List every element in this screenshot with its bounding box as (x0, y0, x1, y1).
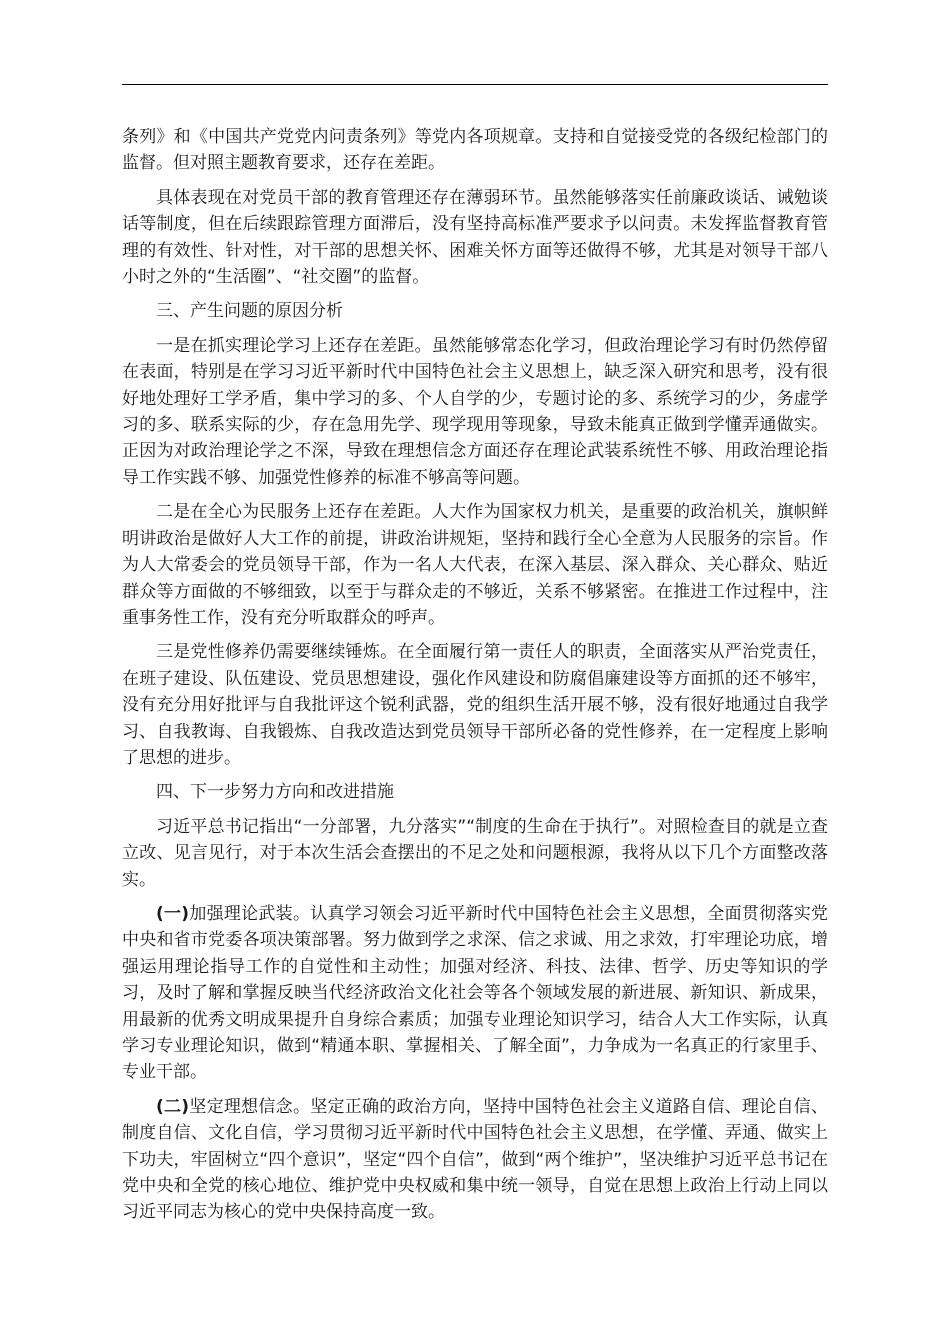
paragraph-cause-3: 三是党性修养仍需要继续锤炼。在全面履行第一责任人的职责，全面落实从严治党责任，在班子建设、队伍建设、党员思想建设，强化作风建设和防腐倡廉建设等方面抓的还不够牢，没有充分用好批评与自我批评这个锐利武器，党的组织生活开展不够，没有很好地通过自我学习、自我教诲、自我锻炼、自我改造达到党员领导干部所必备的党性修养，在一定程度上影响了思想的进步。 (122, 642, 828, 768)
paragraph-cause-1: 一是在抓实理论学习上还存在差距。虽然能够常态化学习，但政治理论学习有时仍然停留在表面，特别是在学习习近平新时代中国特色社会主义思想上，缺乏深入研究和思考，没有很好地处理好工学矛盾，集中学习的多、个人自学的少，专题讨论的多、系统学习的少，务虚学习的多、联系实际的少，存在急用先学、现学现用等现象，导致未能真正做到学懂弄通做实。正因为对政治理论学之不深，导致在理想信念方面还存在理论武装系统性不够、用政治理论指导工作实践不够、加强党性修养的标准不够高等问题。 (122, 335, 828, 488)
paragraph-cause-2: 二是在全心为民服务上还存在差距。人大作为国家权力机关，是重要的政治机关，旗帜鲜明讲政治是做好人大工作的前提，讲政治讲规矩，坚持和践行全心全意为人民服务的宗旨。作为人大常委会的党员领导干部，作为一名人大代表，在深入基层、深入群众、关心群众、贴近群众等方面做的不够细致，以至于与群众走的不够近，关系不够紧密。在推进工作过程中，注重事务性工作，没有充分听取群众的呼声。 (122, 502, 828, 628)
paragraph-continuation: 条列》和《中国共产党党内问责条列》等党内各项规章。支持和自觉接受党的各级纪检部门的监督。但对照主题教育要求，还存在差距。 (122, 127, 828, 174)
paragraph-measures-intro: 习近平总书记指出“一分部署，九分落实”“制度的生命在于执行”。对照检查目的就是立查立改、见言见行，对于本次生活会查摆出的不足之处和问题根源，我将从以下几个方面整改落实。 (122, 816, 828, 890)
paragraph-supervision-gap: 具体表现在对党员干部的教育管理还存在薄弱环节。虽然能够落实任前廉政谈话、诫勉谈话等制度，但在后续跟踪管理方面滞后，没有坚持高标准严要求予以问责。未发挥监督教育管理的有效性、针对性，对干部的思想关怀、困难关怀方面等还做得不够，尤其是对领导干部八小时之外的“生活圈”、“社交圈”的监督。 (122, 187, 828, 288)
measure-1-text: 加强理论武装。认真学习领会习近平新时代中国特色社会主义思想，全面贯彻落实党中央和省市党委各项决策部署。努力做到学之求深、信之求诚、用之求效，打牢理论功底，增强运用理论指导工作的自觉性和主动性；加强对经济、科技、法律、哲学、历史等知识的学习，及时了解和掌握反映当代经济政治文化社会等各个领域发展的新进展、新知识、新成果，用最新的优秀文明成果提升自身综合素质；加强专业理论知识学习，结合人大工作实际，认真学习专业理论知识，做到“精通本职、掌握相关、了解全面”，力争成为一名真正的行家里手、专业干部。 (122, 903, 828, 1083)
measure-2-number: (二) (156, 1096, 190, 1117)
header-rule (122, 84, 828, 85)
section-heading-measures: 四、下一步努力方向和改进措施 (156, 782, 394, 803)
measure-2-text: 坚定理想信念。坚定正确的政治方向，坚持中国特色社会主义道路自信、理论自信、制度自信、文化自信，学习贯彻习近平新时代中国特色社会主义思想，在学懂、弄通、做实上下功夫，牢固树立“四个意识”，坚定“四个自信”，做到“两个维护”，坚决维护习近平总书记在党中央和全党的核心地位、维护党中央权威和集中统一领导，自觉在思想上政治上行动上同以习近平同志为核心的党中央保持高度一致。 (122, 1096, 828, 1223)
measure-1-number: (一) (156, 903, 190, 924)
paragraph-measure-1 (122, 901, 828, 1086)
section-heading-causes: 三、产生问题的原因分析 (156, 301, 343, 322)
paragraph-measure-2 (122, 1094, 828, 1226)
document-body (122, 124, 828, 1234)
